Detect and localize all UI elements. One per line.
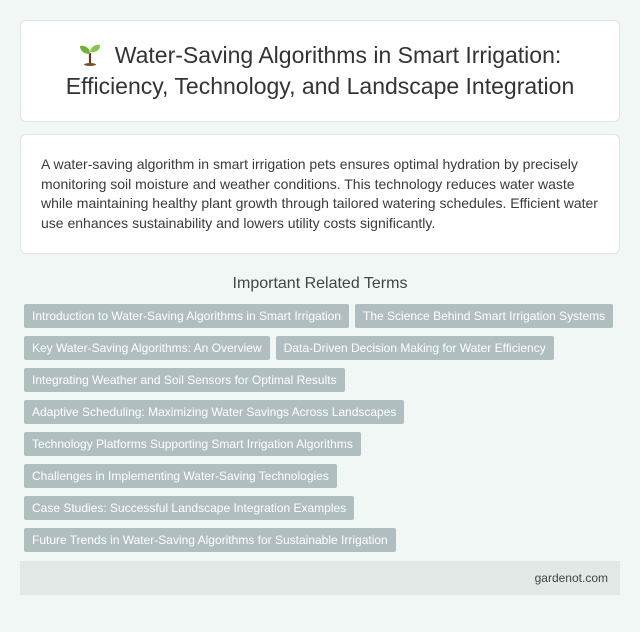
term-tag[interactable]: Introduction to Water-Saving Algorithms in Smart Irrigation bbox=[24, 304, 349, 328]
page-title bbox=[41, 40, 599, 102]
terms-row bbox=[24, 368, 616, 392]
term-tag[interactable]: Future Trends in Water-Saving Algorithms for Sustainable Irrigation bbox=[24, 528, 396, 552]
term-tag[interactable]: Adaptive Scheduling: Maximizing Water Savings Across Landscapes bbox=[24, 400, 404, 424]
term-tag[interactable]: Integrating Weather and Soil Sensors for Optimal Results bbox=[24, 368, 345, 392]
term-tag[interactable]: The Science Behind Smart Irrigation Systems bbox=[355, 304, 613, 328]
terms-row bbox=[24, 336, 616, 360]
title-card bbox=[20, 20, 620, 122]
related-terms-list bbox=[20, 304, 620, 552]
terms-row bbox=[24, 400, 616, 424]
page-title-text: Water-Saving Algorithms in Smart Irrigation: Efficiency, Technology, and Landscape Integration bbox=[65, 42, 575, 99]
terms-row bbox=[24, 432, 616, 456]
related-terms-heading: Important Related Terms bbox=[232, 275, 408, 292]
terms-row bbox=[24, 304, 616, 328]
term-tag[interactable]: Data-Driven Decision Making for Water Efficiency bbox=[276, 336, 554, 360]
terms-row bbox=[24, 464, 616, 488]
term-tag[interactable]: Challenges in Implementing Water-Saving Technologies bbox=[24, 464, 337, 488]
term-tag[interactable]: Key Water-Saving Algorithms: An Overview bbox=[24, 336, 270, 360]
term-tag[interactable]: Technology Platforms Supporting Smart Irrigation Algorithms bbox=[24, 432, 361, 456]
terms-row bbox=[24, 528, 616, 552]
footer bbox=[20, 561, 620, 595]
terms-row bbox=[24, 496, 616, 520]
footer-site-link[interactable]: gardenot.com bbox=[534, 571, 608, 585]
description-card bbox=[20, 134, 620, 254]
sprout-icon bbox=[79, 42, 101, 66]
description-text: A water-saving algorithm in smart irrigation pets ensures optimal hydration by precisely monitoring soil moisture and weather conditions. This technology reduces water waste while maintaining healthy plant growth through tailored watering schedules. Efficient water use enhances sustainability and lowers utility costs significantly. bbox=[41, 156, 598, 231]
term-tag[interactable]: Case Studies: Successful Landscape Integration Examples bbox=[24, 496, 354, 520]
